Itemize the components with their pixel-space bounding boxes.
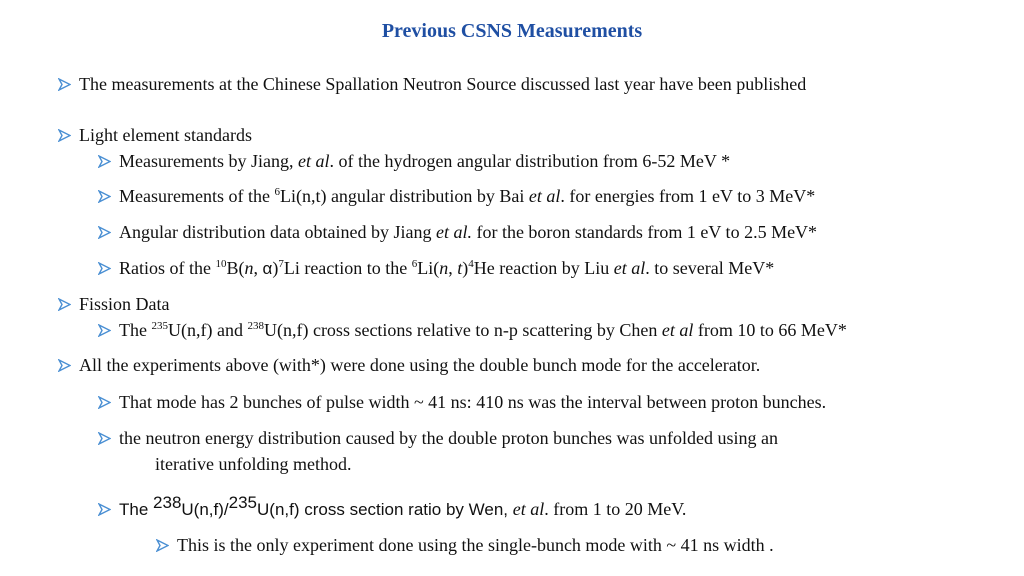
arrow-bullet-icon [58, 78, 71, 91]
arrow-bullet-icon [98, 503, 111, 516]
arrow-bullet-icon [98, 432, 111, 445]
sub-bullet-bai-li6: Measurements of the $^6$Li(n,t) angular distribution by Bai et al. for energies from 1 eV to 3 MeV* [98, 185, 815, 207]
sub-bullet-wen-ratio: The $^{238}$U(n,f)/$^{235}$U(n,f) cross section ratio by Wen, et al. from 1 to 20 MeV. [98, 498, 686, 521]
bullet-light-element: Light element standards [58, 124, 252, 146]
arrow-bullet-icon [98, 324, 111, 337]
sub-bullet-unfolding: the neutron energy distribution caused by the double proton bunches was unfolded using an [98, 427, 778, 449]
arrow-bullet-icon [98, 190, 111, 203]
arrow-bullet-icon [58, 359, 71, 372]
arrow-bullet-icon [98, 226, 111, 239]
bullet-fission-data: Fission Data [58, 293, 170, 315]
arrow-bullet-icon [98, 396, 111, 409]
sub-bullet-chen-fission: The $^{235}$U(n,f) and $^{238}$U(n,f) cross sections relative to n-p scattering by Chen et al from 10 to 66 MeV* [98, 319, 847, 341]
arrow-bullet-icon [156, 539, 169, 552]
sub-bullet-liu-ratios: Ratios of the $^{10}$B(n, α)$^7$Li reaction to the $^6$Li(n, t)$^4$He reaction by Liu et al. to several MeV* [98, 257, 774, 280]
bullet-double-bunch: All the experiments above (with*) were done using the double bunch mode for the accelerator. [58, 354, 760, 376]
sub-bullet-pulse-width: That mode has 2 bunches of pulse width ~ 41 ns: 410 ns was the interval between proton bunches. [98, 391, 826, 413]
arrow-bullet-icon [58, 298, 71, 311]
sub-bullet-jiang-hydrogen: Measurements by Jiang, et al. of the hydrogen angular distribution from 6-52 MeV * [98, 150, 730, 172]
arrow-bullet-icon [98, 155, 111, 168]
bullet-published: The measurements at the Chinese Spallation Neutron Source discussed last year have been published [58, 73, 806, 95]
slide-title: Previous CSNS Measurements [381, 20, 643, 42]
sub-bullet-unfolding-cont: iterative unfolding method. [155, 454, 352, 474]
sub-bullet-jiang-boron: Angular distribution data obtained by Jiang et al. for the boron standards from 1 eV to 2.5 MeV* [98, 221, 817, 243]
arrow-bullet-icon [58, 129, 71, 142]
arrow-bullet-icon [98, 262, 111, 275]
sub-sub-bullet-single-bunch: This is the only experiment done using the single-bunch mode with ~ 41 ns width . [156, 534, 774, 556]
